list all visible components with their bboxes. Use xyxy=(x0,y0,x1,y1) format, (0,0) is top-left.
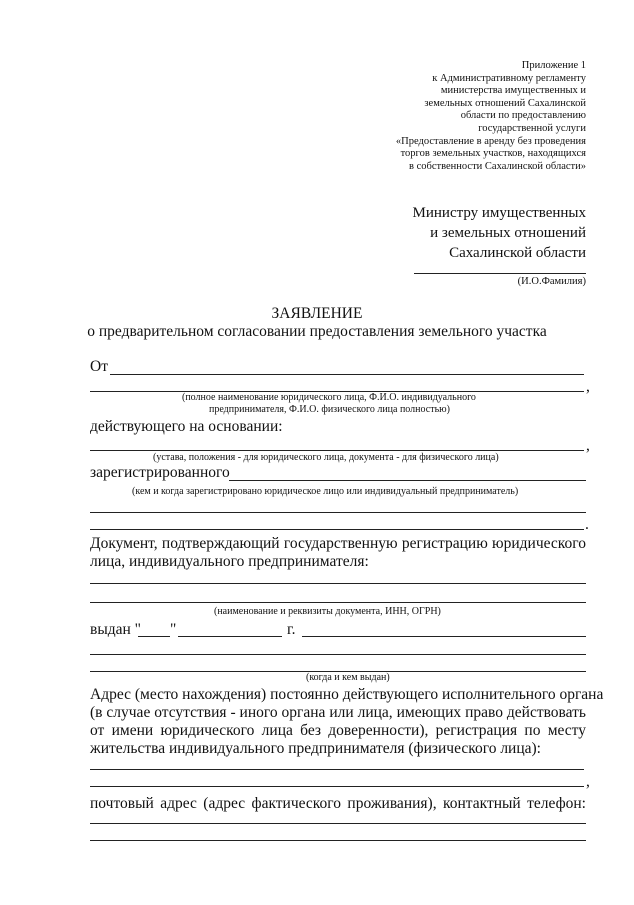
registered-field-line[interactable] xyxy=(229,480,586,481)
issued-month-line[interactable] xyxy=(178,636,282,637)
comma: , xyxy=(586,773,590,790)
period: . xyxy=(585,516,589,533)
annex-line: к Административному регламенту xyxy=(432,72,586,84)
annex-line: в собственности Сахалинской области» xyxy=(409,160,586,172)
basis-label: действующего на основании: xyxy=(90,418,283,435)
doc-field-line-2[interactable] xyxy=(90,602,586,603)
address-text-line-3: от имени юридического лица без доверенности), регистрация по месту xyxy=(90,722,586,739)
annex-line: государственной услуги xyxy=(478,122,586,134)
annex-line: торгов земельных участков, находящихся xyxy=(400,148,586,160)
from-caption-2: предпринимателя, Ф.И.О. физического лица полностью) xyxy=(209,404,450,415)
address-text-line-1: Адрес (место нахождения) постоянно действующего исполнительного органа xyxy=(90,686,604,703)
postal-text-line: почтовый адрес (адрес фактического проживания), контактный телефон: xyxy=(90,795,586,812)
annex-line: министерства имущественных и xyxy=(440,85,586,97)
issued-quote: " xyxy=(170,621,177,638)
addressee-name-line[interactable] xyxy=(414,273,586,274)
postal-field-line-2[interactable] xyxy=(90,840,586,841)
registered-field-line-2[interactable] xyxy=(90,512,586,513)
doc-field-line[interactable] xyxy=(90,583,586,584)
document-subtitle: о предварительном согласовании предоставления земельного участка xyxy=(87,323,547,340)
address-text-line-2: (в случае отсутствия - иного органа или лица, имеющих право действовать xyxy=(90,704,586,721)
registered-label: зарегистрированного xyxy=(90,464,230,481)
comma: , xyxy=(586,437,590,454)
issued-year-label: г. xyxy=(287,621,296,638)
issued-caption: (когда и кем выдан) xyxy=(306,672,390,683)
annex-line: Приложение 1 xyxy=(521,60,586,71)
issued-field-line-2[interactable] xyxy=(90,654,586,655)
doc-text-line-1: Документ, подтверждающий государственную регистрацию юридического xyxy=(90,535,586,552)
annex-line: «Предоставление в аренду без проведения xyxy=(395,135,586,147)
address-text-line-4: жительства индивидуального предпринимателя (физического лица): xyxy=(90,740,541,757)
issued-by-line[interactable] xyxy=(302,636,586,637)
annex-block xyxy=(396,60,586,173)
addressee-line-1: Министру имущественных xyxy=(412,205,586,221)
doc-text-line-2: лица, индивидуального предпринимателя: xyxy=(90,553,369,570)
basis-caption: (устава, положения - для юридического лица, документа - для физического лица) xyxy=(153,452,499,463)
address-field-line-2[interactable] xyxy=(90,786,584,787)
postal-field-line[interactable] xyxy=(90,823,586,824)
issued-day-line[interactable] xyxy=(138,636,170,637)
annex-line: земельных отношений Сахалинской xyxy=(424,97,586,109)
from-label: От xyxy=(90,358,108,375)
addressee-line-3: Сахалинской области xyxy=(449,245,586,261)
from-field-line[interactable] xyxy=(110,374,584,375)
from-caption-1: (полное наименование юридического лица, Ф.И.О. индивидуального xyxy=(182,392,476,403)
basis-field-line[interactable] xyxy=(90,450,584,451)
registered-caption: (кем и когда зарегистрировано юридическое лицо или индивидуальный предприниматель) xyxy=(132,486,519,497)
doc-caption: (наименование и реквизиты документа, ИНН, ОГРН) xyxy=(214,606,441,617)
annex-line: области по предоставлению xyxy=(460,110,586,122)
comma: , xyxy=(586,378,590,395)
registered-field-line-3[interactable] xyxy=(90,529,584,530)
address-field-line[interactable] xyxy=(90,769,584,770)
addressee-line-2: и земельных отношений xyxy=(430,225,586,241)
addressee-name-caption: (И.О.Фамилия) xyxy=(517,276,586,287)
issued-label: выдан " xyxy=(90,621,141,638)
document-title: ЗАЯВЛЕНИЕ xyxy=(271,305,363,322)
